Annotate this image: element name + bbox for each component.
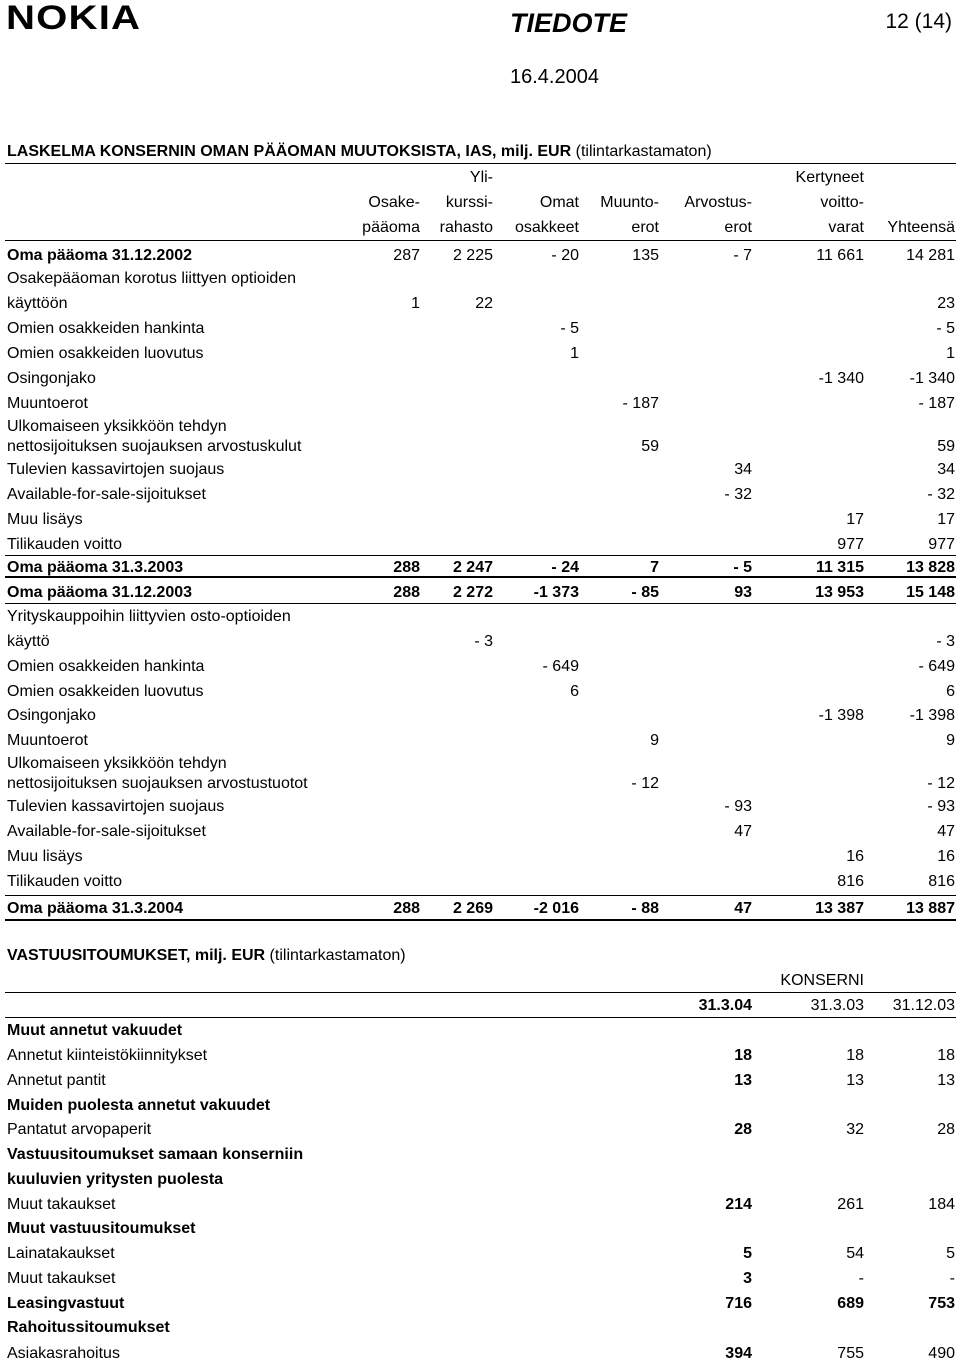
cell-value: 11 315 [815, 559, 864, 576]
section-rule [5, 919, 956, 921]
cell-value: 34 [734, 461, 752, 478]
cell-value: - 187 [622, 395, 659, 412]
cell-value: 34 [937, 461, 955, 478]
equity-column-header: erot [724, 219, 752, 236]
row-label: Available-for-sale-sijoitukset [7, 486, 206, 503]
cell-value: - 187 [918, 395, 955, 412]
equity-column-header: varat [828, 219, 864, 236]
table-row [0, 342, 960, 366]
equity-column-header: erot [631, 219, 659, 236]
cell-value: 59 [937, 438, 955, 455]
cell-value: - 32 [927, 486, 955, 503]
table-row [0, 845, 960, 869]
table-row [0, 292, 960, 316]
cell-value: - 7 [733, 247, 752, 264]
table-row [0, 1292, 960, 1316]
nokia-logo: NOKIA [6, 0, 142, 37]
cell-value: 977 [928, 536, 955, 553]
table-row [0, 729, 960, 753]
cell-value: 816 [928, 873, 955, 890]
table-row [0, 267, 960, 291]
cell-value: 18 [937, 1047, 955, 1064]
cell-value: 2 225 [452, 247, 493, 264]
page-number: 12 (14) [885, 10, 952, 33]
equity-top-rule [5, 163, 956, 164]
row-label: Omien osakkeiden luovutus [7, 683, 204, 700]
row-label: Muut takaukset [7, 1196, 116, 1213]
row-label: Annetut kiinteistökiinnitykset [7, 1047, 208, 1064]
commitments-section-title [7, 946, 406, 966]
row-rule [5, 555, 956, 556]
cell-value: 9 [650, 732, 659, 749]
row-label-continued: nettosijoituksen suojauksen arvostuskulut [7, 438, 302, 455]
row-label: käyttö [7, 633, 50, 650]
row-label: Osakepääoman korotus liittyen optioiden [7, 270, 297, 287]
cell-value: 490 [928, 1345, 955, 1362]
row-label: Osingonjako [7, 707, 96, 724]
row-label: Muuntoerot [7, 395, 88, 412]
row-label: Muu lisäys [7, 511, 83, 528]
cell-value: 1 [411, 295, 420, 312]
table-row [0, 418, 960, 455]
cell-value: 5 [743, 1245, 752, 1262]
cell-value: - 93 [724, 798, 752, 815]
row-label: Tulevien kassavirtojen suojaus [7, 798, 225, 815]
konserni-group-label: KONSERNI [780, 972, 864, 989]
row-label: Asiakasrahoitus [7, 1345, 120, 1362]
cell-value: -1 398 [818, 707, 864, 724]
row-label: Muu lisäys [7, 848, 83, 865]
cell-value: - 20 [551, 247, 579, 264]
cell-value: 18 [846, 1047, 864, 1064]
row-label: Muut vastuusitoumukset [7, 1220, 196, 1237]
equity-column-header: kurssi- [445, 194, 493, 211]
row-label: Ulkomaiseen yksikköön tehdyn [7, 418, 227, 435]
cell-value: 689 [837, 1295, 864, 1312]
cell-value: 816 [837, 873, 864, 890]
table-row [0, 1316, 960, 1340]
equity-column-header: voitto- [820, 194, 864, 211]
equity-column-header: Omat [539, 194, 579, 211]
cell-value: 288 [393, 584, 420, 601]
cell-value: 753 [928, 1295, 955, 1312]
cell-value: 32 [846, 1121, 864, 1138]
row-label: käyttöön [7, 295, 68, 312]
cell-value: 28 [734, 1121, 752, 1138]
row-label: Oma pääoma 31.3.2004 [7, 900, 184, 917]
cell-value: -2 016 [533, 900, 579, 917]
table-row [0, 317, 960, 341]
cell-value: 11 661 [816, 247, 864, 264]
cell-value: 977 [837, 536, 864, 553]
cell-value: 18 [734, 1047, 752, 1064]
cell-value: 16 [937, 848, 955, 865]
equity-column-header: pääoma [362, 219, 420, 236]
cell-value: - 12 [631, 775, 659, 792]
cell-value: 13 [937, 1072, 955, 1089]
commitments-title-note: (tilintarkastamaton) [265, 947, 406, 964]
cell-value: 287 [393, 247, 420, 264]
cell-value: 28 [937, 1121, 955, 1138]
table-row [0, 704, 960, 728]
table-row [0, 1143, 960, 1167]
row-label: Omien osakkeiden luovutus [7, 345, 204, 362]
equity-column-header: osakkeet [514, 219, 579, 236]
cell-value: 5 [946, 1245, 955, 1262]
table-row [0, 367, 960, 391]
row-label-continued: nettosijoituksen suojauksen arvostustuotot [7, 775, 308, 792]
row-label: Yrityskauppoihin liittyvien osto-optioiden [7, 608, 291, 625]
cell-value: - 5 [733, 559, 752, 576]
cell-value: 47 [937, 823, 955, 840]
equity-title-bold: LASKELMA KONSERNIN OMAN PÄÄOMAN MUUTOKSISTA, IAS, milj. EUR [7, 143, 572, 160]
cell-value: 22 [475, 295, 493, 312]
cell-value: - 24 [551, 559, 579, 576]
equity-column-header: Osake- [368, 194, 420, 211]
document-date: 16.4.2004 [510, 66, 599, 88]
row-label: Available-for-sale-sijoitukset [7, 823, 206, 840]
row-label: Leasingvastuut [7, 1295, 125, 1312]
cell-value: - 32 [724, 486, 752, 503]
cell-value: -1 340 [818, 370, 864, 387]
row-label: Muuntoerot [7, 732, 88, 749]
cell-value: 1 [570, 345, 579, 362]
cell-value: - 12 [927, 775, 955, 792]
commitments-column-header: 31.12.03 [892, 997, 955, 1014]
table-row [0, 1342, 960, 1366]
equity-column-header: Yli- [469, 169, 493, 186]
cell-value: 59 [641, 438, 659, 455]
table-row [0, 605, 960, 629]
cell-value: -1 398 [909, 707, 955, 724]
cell-value: 261 [837, 1196, 864, 1213]
cell-value: 54 [846, 1245, 864, 1262]
equity-section-title [7, 142, 712, 162]
cell-value: - 88 [631, 900, 659, 917]
row-label: Rahoitussitoumukset [7, 1319, 170, 1336]
cell-value: 13 828 [906, 559, 955, 576]
table-row [0, 533, 960, 557]
table-row [0, 1019, 960, 1043]
equity-title-note: (tilintarkastamaton) [571, 143, 712, 160]
table-row [0, 1242, 960, 1266]
row-label: Ulkomaiseen yksikköön tehdyn [7, 755, 227, 772]
table-row [0, 244, 960, 268]
table-row [0, 1217, 960, 1241]
cell-value: 184 [928, 1196, 955, 1213]
cell-value: 17 [846, 511, 864, 528]
table-row [0, 1118, 960, 1142]
cell-value: - 5 [936, 320, 955, 337]
table-row [0, 680, 960, 704]
cell-value: 2 247 [452, 559, 493, 576]
row-label: Muut takaukset [7, 1270, 116, 1287]
table-row [0, 1069, 960, 1093]
row-label: Osingonjako [7, 370, 96, 387]
row-label: Lainatakaukset [7, 1245, 115, 1262]
cell-value: - 85 [631, 584, 659, 601]
cell-value: - 93 [927, 798, 955, 815]
row-label: Tilikauden voitto [7, 536, 123, 553]
table-row [0, 1193, 960, 1217]
cell-value: 13 953 [815, 584, 864, 601]
table-row [0, 458, 960, 482]
cell-value: 135 [632, 247, 659, 264]
cell-value: 14 281 [906, 247, 955, 264]
cell-value: 7 [650, 559, 659, 576]
row-label: Oma pääoma 31.3.2003 [7, 559, 184, 576]
section-rule [5, 576, 956, 578]
row-label: Vastuusitoumukset samaan konserniin [7, 1146, 304, 1163]
table-row [0, 1267, 960, 1291]
equity-column-header: Yhteensä [887, 219, 955, 236]
cell-value: 47 [734, 823, 752, 840]
table-row [0, 655, 960, 679]
row-label: Muut annetut vakuudet [7, 1022, 183, 1039]
cell-value: -1 373 [533, 584, 579, 601]
table-row [0, 581, 960, 605]
row-label: Annetut pantit [7, 1072, 106, 1089]
cell-value: 755 [837, 1345, 864, 1362]
table-row [0, 508, 960, 532]
equity-header-rule [5, 240, 956, 241]
cell-value: 13 887 [906, 900, 955, 917]
cell-value: - 3 [474, 633, 493, 650]
cell-value: 93 [734, 584, 752, 601]
row-label: Pantatut arvopaperit [7, 1121, 152, 1138]
row-label: Muiden puolesta annetut vakuudet [7, 1097, 271, 1114]
cell-value: 716 [725, 1295, 752, 1312]
cell-value: - 3 [936, 633, 955, 650]
cell-value: 394 [725, 1345, 752, 1362]
commitments-title-bold: VASTUUSITOUMUKSET, milj. EUR [7, 947, 266, 964]
row-rule [5, 603, 956, 604]
cell-value: 15 148 [906, 584, 955, 601]
table-row [0, 392, 960, 416]
cell-value: -1 340 [909, 370, 955, 387]
cell-value: 214 [725, 1196, 752, 1213]
table-row [0, 1168, 960, 1192]
table-row [0, 897, 960, 921]
cell-value: 13 [734, 1072, 752, 1089]
table-row [0, 1094, 960, 1118]
commitments-header-rule [5, 1017, 956, 1018]
cell-value: 13 [846, 1072, 864, 1089]
row-label: Omien osakkeiden hankinta [7, 658, 205, 675]
cell-value: 2 272 [452, 584, 493, 601]
equity-column-header: Arvostus- [684, 194, 752, 211]
cell-value: 6 [570, 683, 579, 700]
cell-value: - 5 [560, 320, 579, 337]
cell-value: 3 [743, 1270, 752, 1287]
row-label: Oma pääoma 31.12.2002 [7, 247, 193, 264]
cell-value: 288 [393, 559, 420, 576]
table-row [0, 795, 960, 819]
cell-value: - 649 [918, 658, 955, 675]
cell-value: 1 [946, 345, 955, 362]
document-type: TIEDOTE [510, 8, 628, 38]
cell-value: - [858, 1270, 864, 1287]
cell-value: - [949, 1270, 955, 1287]
cell-value: 6 [946, 683, 955, 700]
table-row [0, 755, 960, 792]
row-rule [5, 895, 956, 896]
equity-column-header: Kertyneet [795, 169, 864, 186]
cell-value: 23 [937, 295, 955, 312]
cell-value: - 649 [542, 658, 579, 675]
row-label: Tulevien kassavirtojen suojaus [7, 461, 225, 478]
equity-column-header: Muunto- [600, 194, 659, 211]
commitments-group-rule [5, 992, 956, 993]
row-label: kuuluvien yritysten puolesta [7, 1171, 224, 1188]
table-row [0, 870, 960, 894]
table-row [0, 630, 960, 654]
cell-value: 17 [937, 511, 955, 528]
equity-column-header: rahasto [439, 219, 493, 236]
cell-value: 2 269 [452, 900, 493, 917]
row-label: Tilikauden voitto [7, 873, 123, 890]
commitments-column-header: 31.3.03 [810, 997, 864, 1014]
table-row [0, 1044, 960, 1068]
table-row [0, 483, 960, 507]
row-label: Omien osakkeiden hankinta [7, 320, 205, 337]
cell-value: 16 [846, 848, 864, 865]
table-row [0, 820, 960, 844]
cell-value: 9 [946, 732, 955, 749]
cell-value: 13 387 [815, 900, 864, 917]
row-label: Oma pääoma 31.12.2003 [7, 584, 193, 601]
cell-value: 288 [393, 900, 420, 917]
cell-value: 47 [734, 900, 752, 917]
commitments-column-header: 31.3.04 [698, 997, 752, 1014]
